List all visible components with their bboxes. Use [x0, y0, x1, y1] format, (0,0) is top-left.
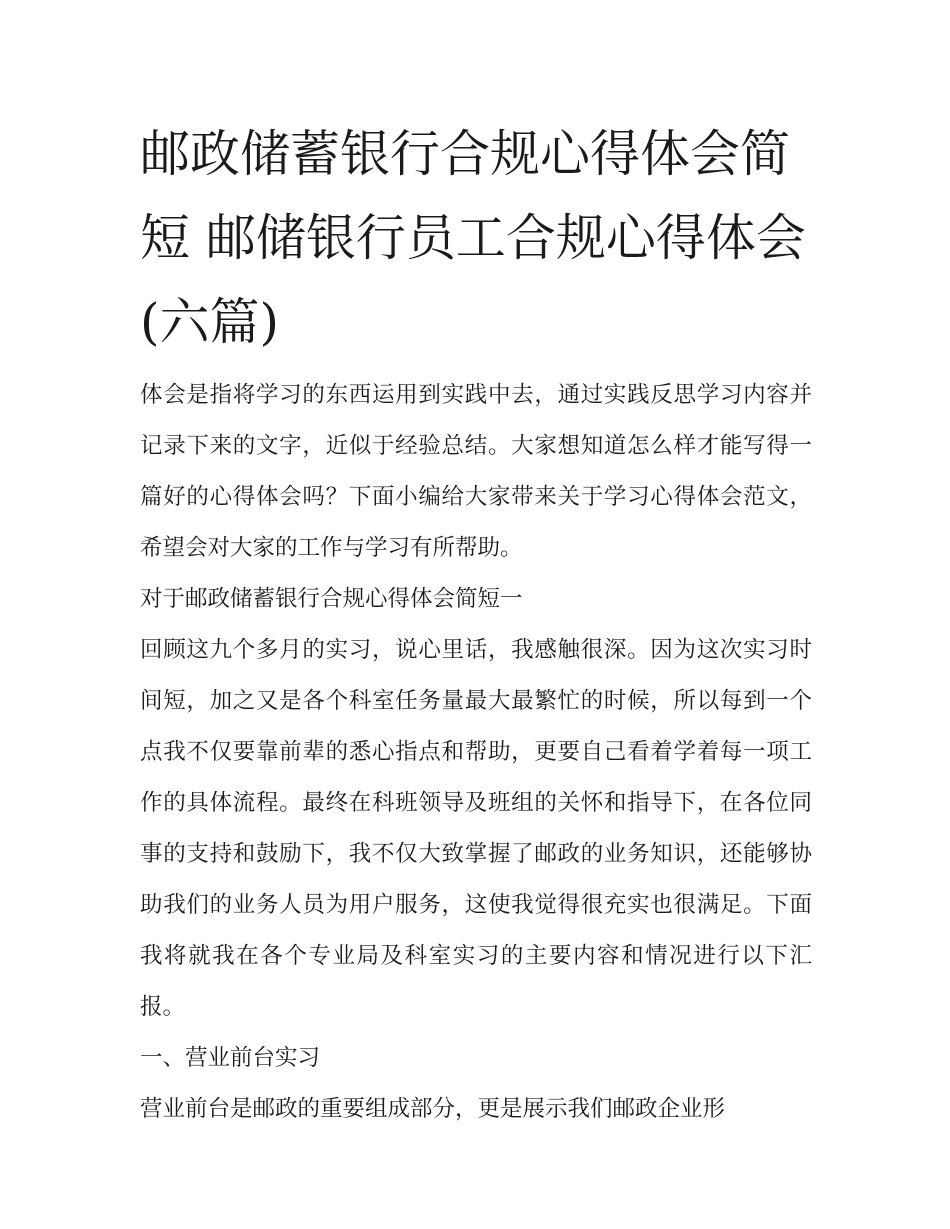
last-paragraph: 营业前台是邮政的重要组成部分，更是展示我们邮政企业形: [140, 1096, 726, 1122]
body-paragraph: 回顾这九个多月的实习，说心里话，我感触很深。因为这次实习时间短，加之又是各个科室任务量最大最繁忙的时候，所以每到一个点我不仅要靠前辈的悉心指点和帮助，更要自己看着学着每一项工作的具体流程。最终在科班领导及班组的关怀和指导下，在各位同事的支持和鼓励下，我不仅大致掌握了邮政的业务知识，还能够协助我们的业务人员为用户服务，这使我觉得很充实也很满足。下面我将就我在各个专业局及科室实习的主要内容和情况进行以下汇报。: [140, 637, 812, 1020]
document-page: [140, 112, 812, 1135]
intro-paragraph: 体会是指将学习的东西运用到实践中去，通过实践反思学习内容并记录下来的文字，近似于经验总结。大家想知道怎么样才能写得一篇好的心得体会吗？下面小编给大家带来关于学习心得体会范文，希望会对大家的工作与学习有所帮助。: [140, 382, 812, 561]
section-title: 对于邮政储蓄银行合规心得体会简短一: [140, 586, 523, 612]
subheading: 一、营业前台实习: [140, 1045, 321, 1071]
document-title: 邮政储蓄银行合规心得体会简短 邮储银行员工合规心得体会(六篇): [140, 125, 806, 351]
